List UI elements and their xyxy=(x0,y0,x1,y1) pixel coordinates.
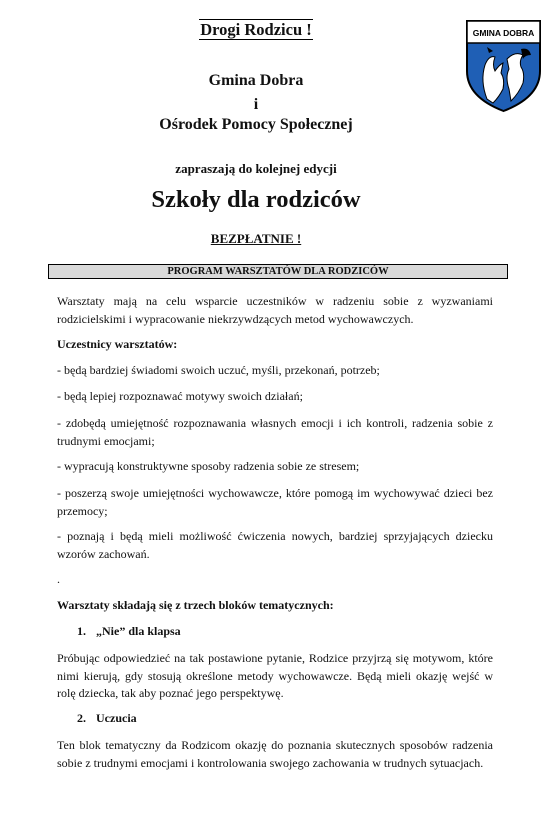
stray-dot: . xyxy=(57,572,60,586)
participants-heading: Uczestnicy warsztatów: xyxy=(57,337,178,351)
program-banner: PROGRAM WARSZTATÓW DLA RODZICÓW xyxy=(48,264,508,279)
block-2-number: 2. xyxy=(77,711,86,725)
emblem-text: GMINA DOBRA xyxy=(472,28,535,38)
bullet-3: - zdobędą umiejętność rozpoznawania własnych emocji i ich kontroli, radzenia sobie z trudnymi emocjami; xyxy=(57,416,493,448)
block-1-number: 1. xyxy=(77,624,86,638)
bullet-2: - będą lepiej rozpoznawać motywy swoich działań; xyxy=(57,389,303,403)
org-line-2: i xyxy=(253,96,259,113)
invite-line: zapraszają do kolejnej edycji xyxy=(175,161,337,176)
headline: Szkoły dla rodziców xyxy=(151,186,361,213)
gmina-dobra-emblem xyxy=(465,19,542,113)
bullet-1: - będą bardziej świadomi swoich uczuć, myśli, przekonań, potrzeb; xyxy=(57,363,380,377)
block-1-title: „Nie” dla klapsa xyxy=(96,624,181,638)
bullet-5: - poszerzą swoje umiejętności wychowawcze, które pomogą im wychowywać dzieci bez przemocy; xyxy=(57,486,493,518)
blocks-heading: Warsztaty składają się z trzech bloków tematycznych: xyxy=(57,598,334,612)
block-2-title: Uczucia xyxy=(96,711,137,725)
free-label: BEZPŁATNIE ! xyxy=(210,231,302,246)
greeting-text: Drogi Rodzicu ! xyxy=(200,20,312,39)
greeting xyxy=(0,20,512,40)
block-1-text: Próbując odpowiedzieć na tak postawione pytanie, Rodzice przyjrzą się motywom, które nimi kierują, gdy stosują określone metody wychowawcze. Będą mieli okazję wejść w rolę dziecka, tak aby poznać jego perspektywę. xyxy=(57,651,493,700)
intro-paragraph: Warsztaty mają na celu wsparcie uczestników w radzeniu sobie z wyzwaniami rodzicielskimi i wypracowanie niekrzywdzących metod wychowawczych. xyxy=(57,294,493,326)
org-line-1: Gmina Dobra xyxy=(208,72,304,89)
block-2-text: Ten blok tematyczny da Rodzicom okazję do poznania skutecznych sposobów radzenia sobie z trudnymi emocjami i kontrolowania swojego zachowania w trudnych sytuacjach. xyxy=(57,738,493,770)
bullet-4: - wypracują konstruktywne sposoby radzenia sobie ze stresem; xyxy=(57,459,360,473)
bullet-6: - poznają i będą mieli możliwość ćwiczenia nowych, bardziej sprzyjających dziecku wzorów zachowań. xyxy=(57,529,493,561)
org-line-3: Ośrodek Pomocy Społecznej xyxy=(159,116,353,133)
